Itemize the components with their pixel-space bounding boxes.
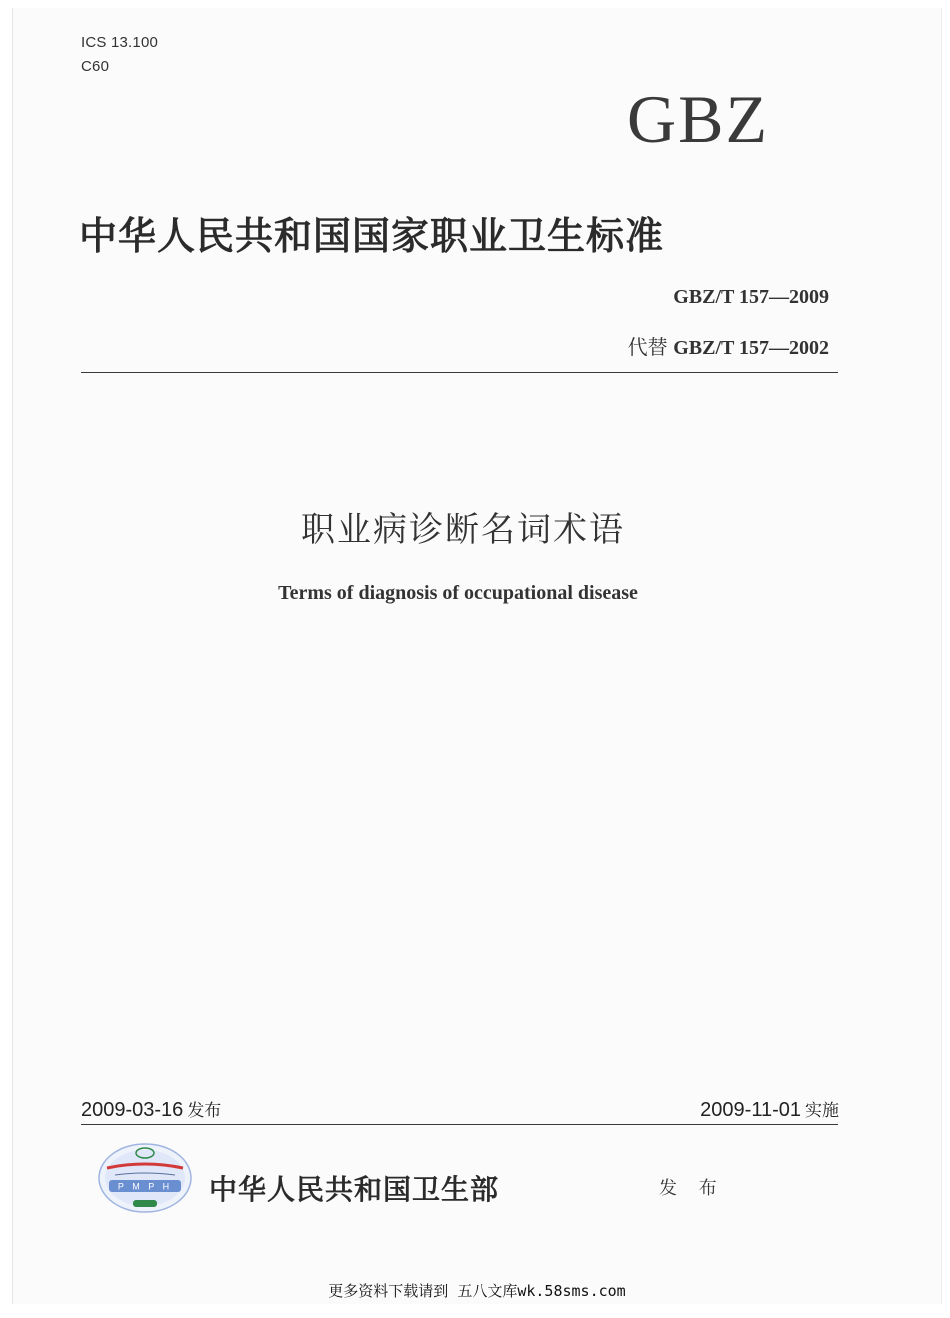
ics-code: ICS 13.100 xyxy=(81,34,159,51)
replaced-standard-number: GBZ/T 157—2002 xyxy=(673,337,829,359)
standard-number xyxy=(549,286,829,309)
document-title-cn: 职业病诊断名词术语 xyxy=(301,510,625,550)
implementation-date: 2009-11-01 xyxy=(700,1099,801,1121)
standard-mark: GBZ xyxy=(627,81,769,157)
implementation-label: 实施 xyxy=(805,1101,839,1121)
download-link[interactable]: 更多资料下载请到 五八文库wk.58sms.com xyxy=(328,1282,626,1300)
footer-divider xyxy=(81,1124,838,1125)
issue-label: 发布 xyxy=(187,1101,222,1121)
standard-number-text: GBZ/T 157—2009 xyxy=(673,286,829,308)
replaces-prefix: 代替 xyxy=(627,337,668,359)
standard-cover-page xyxy=(12,8,942,1304)
publish-label: 发 布 xyxy=(659,1178,725,1199)
national-standard-title: 中华人民共和国国家职业卫生标准 xyxy=(79,213,665,258)
logo-abbr: P M P H xyxy=(117,1181,173,1192)
classification-code: C60 xyxy=(81,58,110,75)
header-divider xyxy=(81,372,838,373)
document-title-en: Terms of diagnosis of occupational disease xyxy=(278,582,638,604)
implementation-date-line xyxy=(700,1096,839,1122)
replaces-standard xyxy=(549,331,829,360)
issue-date: 2009-03-16 xyxy=(81,1099,184,1121)
publisher-logo xyxy=(97,1142,193,1214)
publisher-name: 中华人民共和国卫生部 xyxy=(209,1173,500,1206)
issue-date-line xyxy=(81,1096,221,1122)
